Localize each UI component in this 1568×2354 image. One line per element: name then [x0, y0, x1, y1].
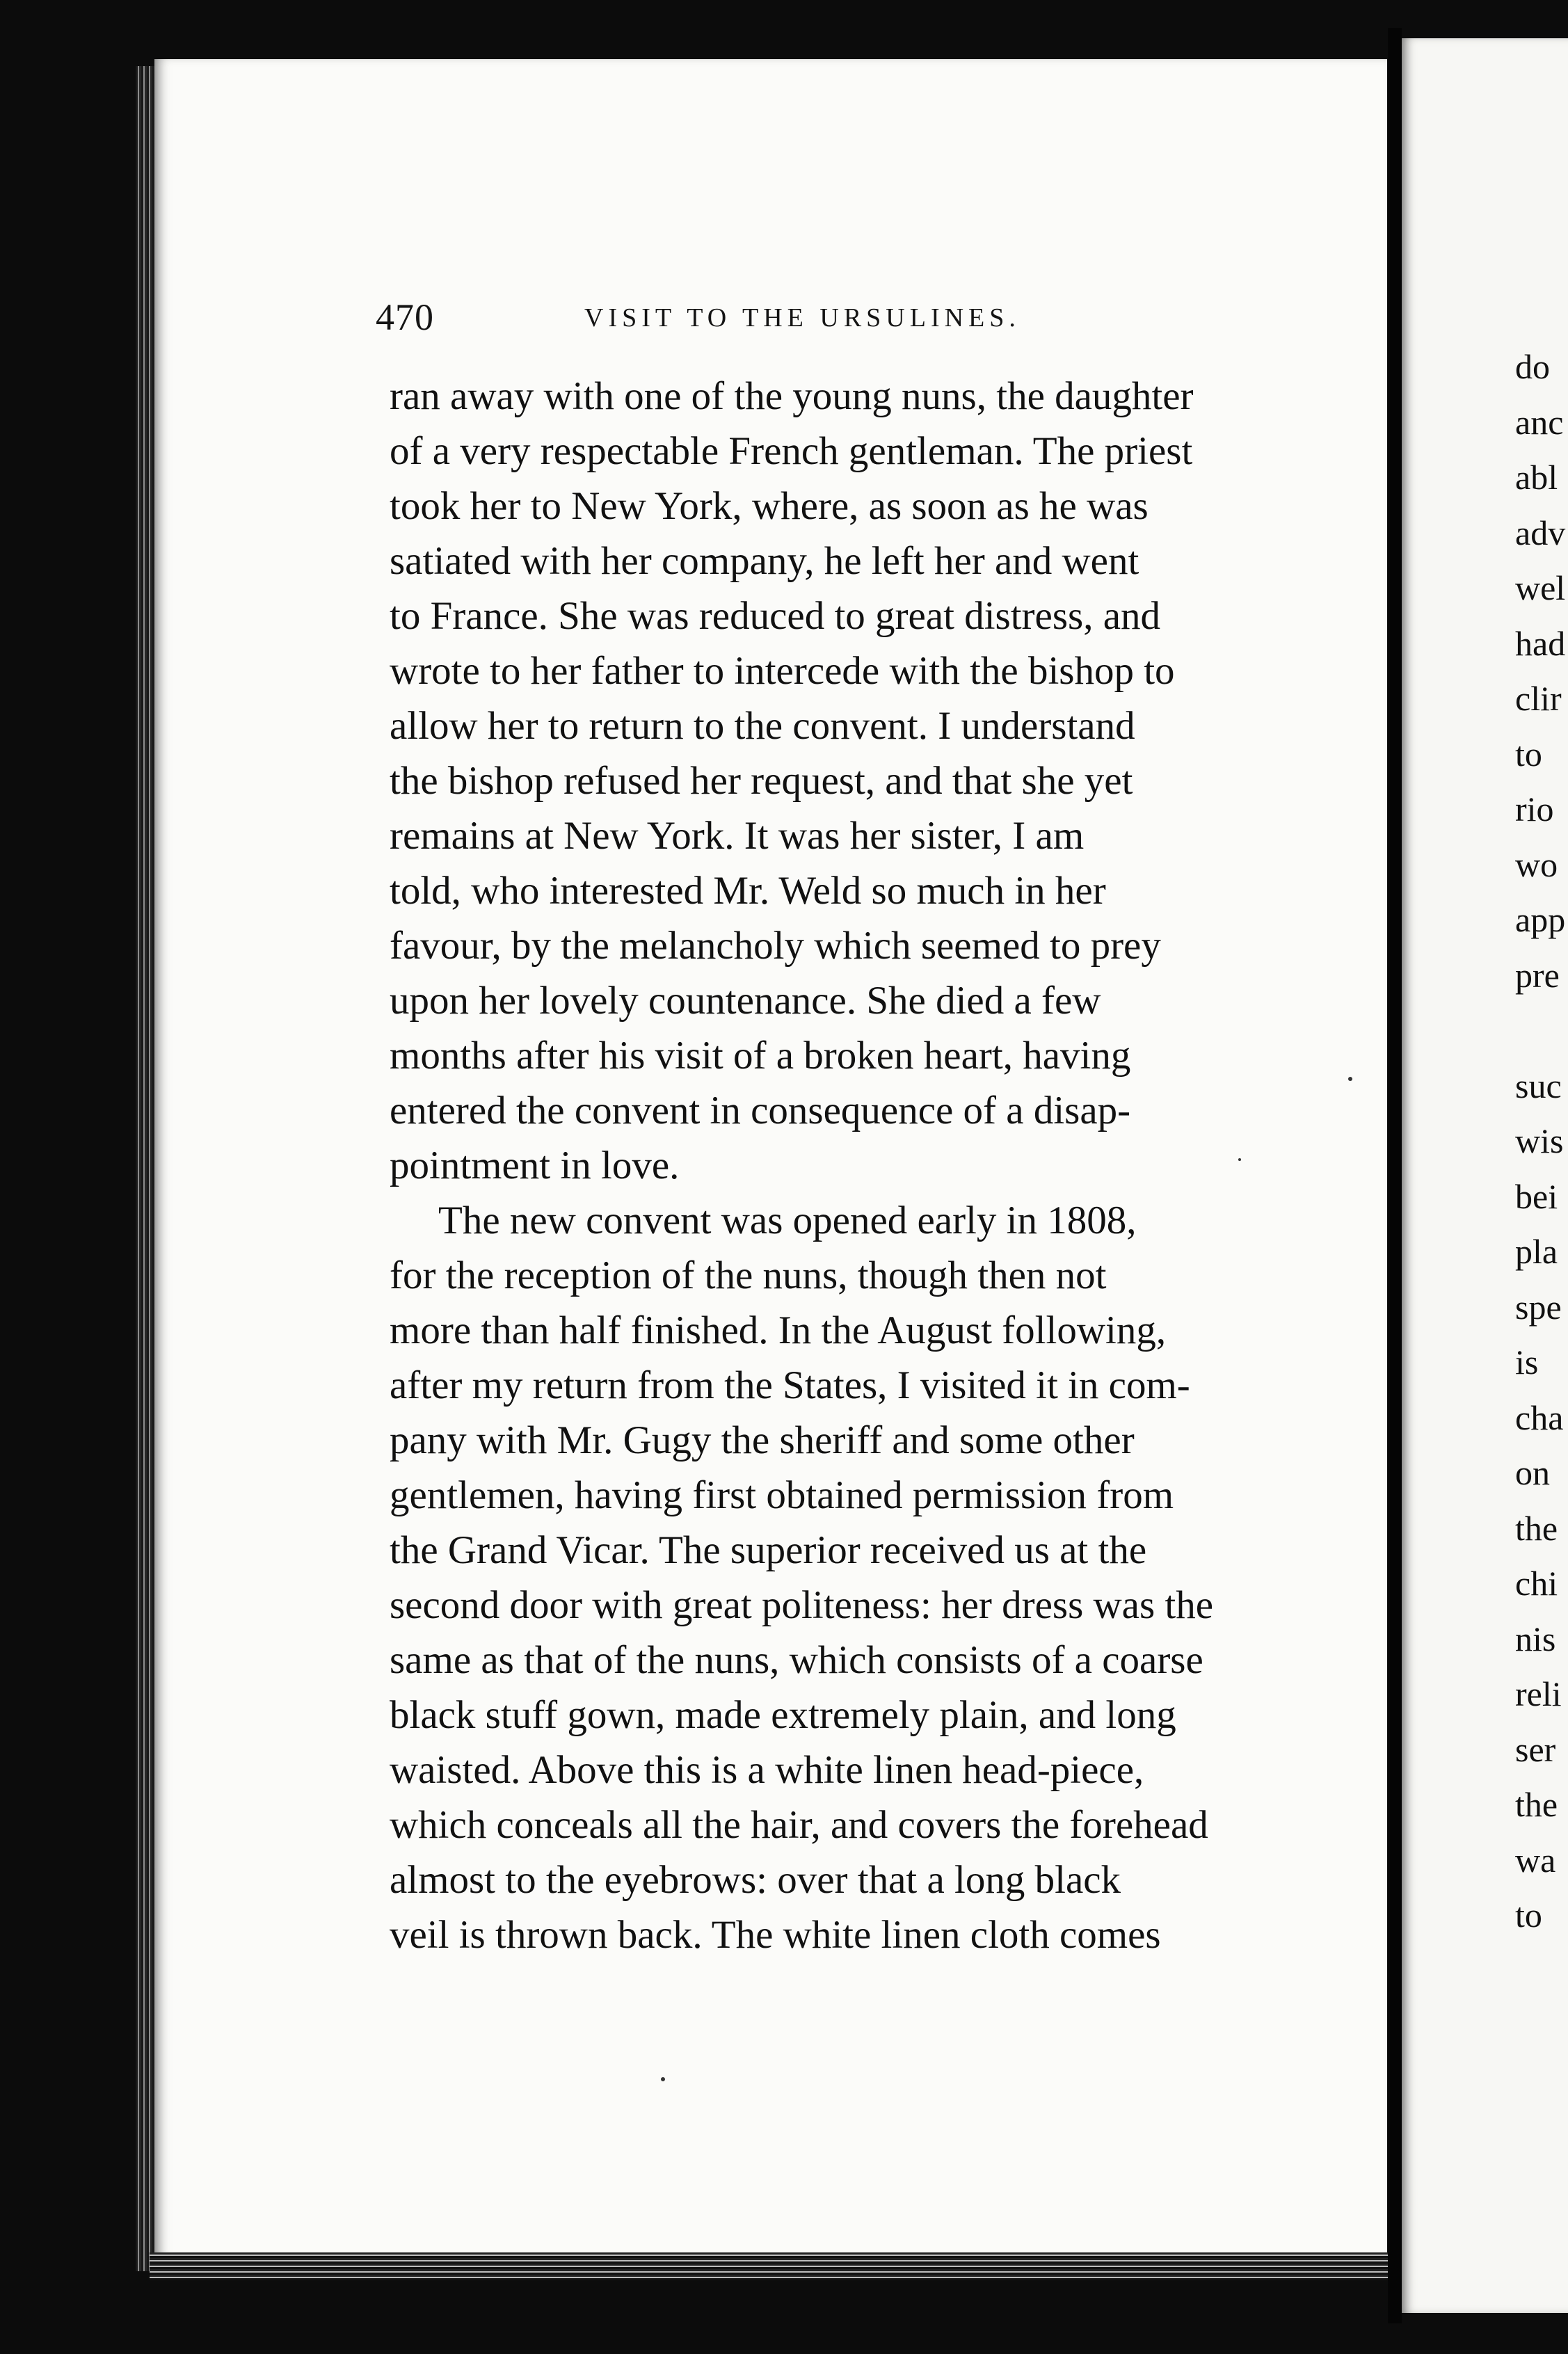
- facing-page-fragment: pla: [1515, 1232, 1558, 1271]
- facing-page-fragment: abl: [1515, 458, 1558, 497]
- text-line: after my return from the States, I visited it in com-: [390, 1363, 1190, 1407]
- facing-page-fragment: clir: [1515, 679, 1562, 718]
- text-line: second door with great politeness: her dress was the: [390, 1583, 1214, 1627]
- facing-page-fragment: wel: [1515, 568, 1566, 607]
- ink-speck: [1238, 1158, 1241, 1161]
- text-line: took her to New York, where, as soon as he was: [390, 484, 1149, 528]
- facing-page-fragment: the: [1515, 1508, 1558, 1548]
- page-header: [376, 296, 1280, 337]
- facing-page-fragment: pre: [1515, 955, 1560, 995]
- text-line: told, who interested Mr. Weld so much in her: [390, 869, 1106, 913]
- text-line: veil is thrown back. The white linen cloth comes: [390, 1913, 1161, 1957]
- text-line: pany with Mr. Gugy the sheriff and some other: [390, 1418, 1135, 1462]
- facing-page-fragment: to: [1515, 734, 1542, 774]
- facing-page-fragment: wis: [1515, 1121, 1564, 1160]
- facing-page-fragment: is: [1515, 1343, 1539, 1382]
- facing-page-fragment: ser: [1515, 1729, 1556, 1769]
- facing-page-fragment: to: [1515, 1896, 1542, 1935]
- facing-page-fragment: chi: [1515, 1564, 1558, 1603]
- text-line: more than half finished. In the August following,: [390, 1308, 1167, 1352]
- facing-page-fragment: spe: [1515, 1287, 1562, 1327]
- facing-page-fragment: adv: [1515, 513, 1566, 552]
- text-line: to France. She was reduced to great distress, and: [390, 594, 1160, 638]
- text-line: entered the convent in consequence of a disap-: [390, 1089, 1131, 1132]
- facing-page-fragment: app: [1515, 900, 1566, 939]
- text-line: ran away with one of the young nuns, the daughter: [390, 374, 1194, 418]
- facing-page-fragment: suc: [1515, 1066, 1562, 1105]
- text-line: satiated with her company, he left her and went: [390, 539, 1139, 583]
- facing-page-text: [1515, 339, 1568, 1944]
- text-line: black stuff gown, made extremely plain, and long: [390, 1693, 1176, 1737]
- text-line: the bishop refused her request, and that she yet: [390, 759, 1133, 803]
- body-text: [390, 369, 1301, 1962]
- running-head: VISIT TO THE URSULINES.: [584, 303, 1021, 333]
- facing-page-fragment: reli: [1515, 1674, 1562, 1713]
- facing-page-fragment: rio: [1515, 790, 1554, 828]
- ink-speck: [661, 2077, 665, 2081]
- facing-page-fragment: the: [1515, 1785, 1558, 1824]
- text-line: remains at New York. It was her sister, I am: [390, 814, 1085, 858]
- text-line: allow her to return to the convent. I understand: [390, 704, 1135, 748]
- text-line: wrote to her father to intercede with the bishop to: [390, 649, 1175, 693]
- facing-page-fragment: had: [1515, 623, 1566, 663]
- facing-page-fragment: [1515, 1003, 1568, 1059]
- text-line: which conceals all the hair, and covers the forehead: [390, 1803, 1208, 1847]
- facing-page-fragment: cha: [1515, 1398, 1564, 1437]
- text-line: for the reception of the nuns, though then not: [390, 1254, 1107, 1297]
- gutter-shadow: [1388, 28, 1402, 2323]
- text-line: favour, by the melancholy which seemed to prey: [390, 924, 1161, 968]
- text-line: The new convent was opened early in 1808,: [438, 1199, 1137, 1242]
- text-line: months after his visit of a broken heart, having: [390, 1034, 1131, 1078]
- text-line: same as that of the nuns, which consists of a coarse: [390, 1638, 1203, 1682]
- text-line: almost to the eyebrows: over that a long black: [390, 1858, 1121, 1902]
- facing-page-fragment: nis: [1515, 1619, 1556, 1658]
- facing-page-fragment: wo: [1515, 844, 1558, 884]
- facing-page-fragment: do: [1515, 347, 1550, 386]
- text-line: gentlemen, having first obtained permission from: [390, 1473, 1174, 1517]
- text-line: pointment in love.: [390, 1144, 680, 1187]
- text-line: the Grand Vicar. The superior received us at the: [390, 1528, 1147, 1572]
- facing-page-fragment: on: [1515, 1453, 1550, 1492]
- text-line: waisted. Above this is a white linen head-piece,: [390, 1748, 1144, 1792]
- facing-page-fragment: anc: [1515, 402, 1564, 442]
- text-line: upon her lovely countenance. She died a few: [390, 979, 1101, 1023]
- page-number: 470: [376, 296, 434, 338]
- text-line: of a very respectable French gentleman. The priest: [390, 429, 1193, 473]
- facing-page-fragment: bei: [1515, 1176, 1558, 1216]
- ink-speck: [1348, 1077, 1352, 1081]
- facing-page-fragment: wa: [1515, 1840, 1556, 1880]
- page-stack-edge-bottom: [150, 2252, 1402, 2280]
